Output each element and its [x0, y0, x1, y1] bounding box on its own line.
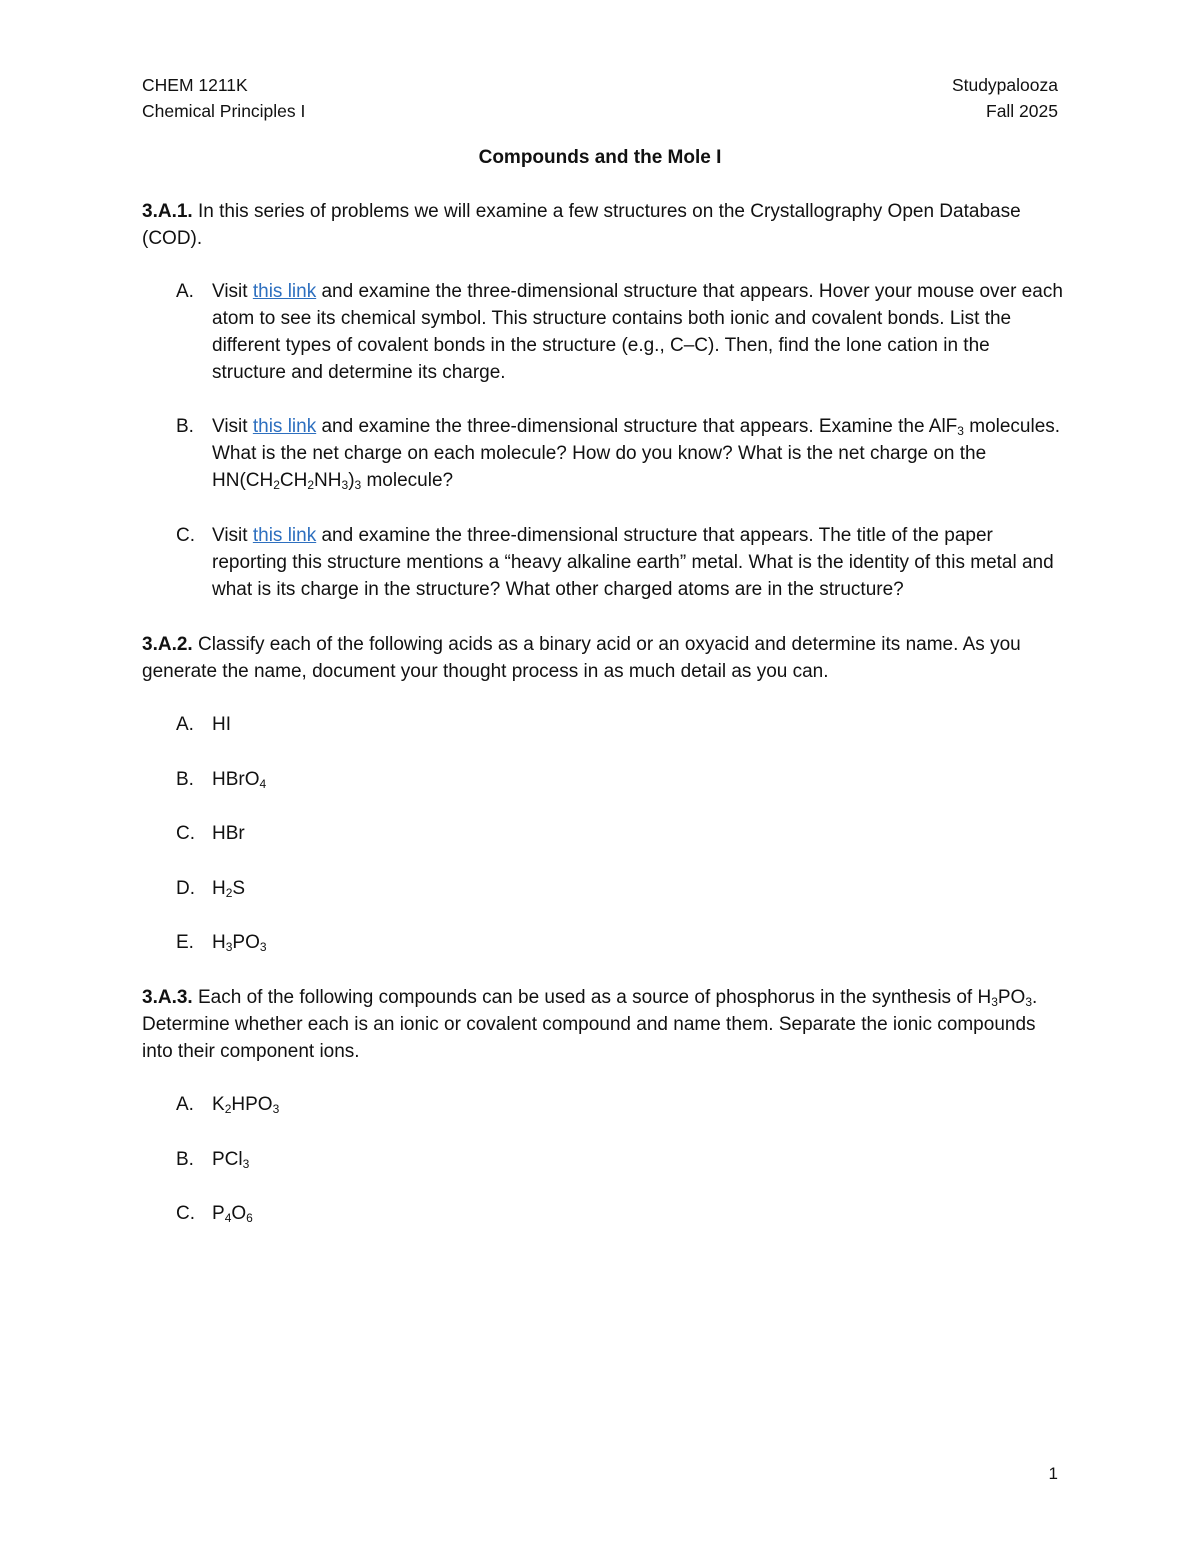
course-name: Chemical Principles I	[142, 101, 306, 121]
subscript: 2	[307, 478, 315, 492]
formula	[212, 820, 1066, 847]
item-text	[212, 522, 1066, 603]
formula-part: NH	[314, 470, 342, 491]
subscript: 3	[225, 940, 233, 954]
question-number: 3.A.1.	[142, 201, 193, 222]
formula-part: HPO	[231, 1094, 273, 1115]
item-label: A.	[176, 1094, 194, 1115]
acid-item-b	[176, 766, 1066, 793]
formula-part: K	[212, 1094, 225, 1115]
item-label: B.	[176, 416, 194, 437]
formula	[212, 875, 1066, 902]
item-text-post: and examine the three-dimensional structure that appears. Hover your mouse over each atom to see its chemical symbol. This structure contains both ionic and covalent bonds. List the different types of covalent bonds in the structure (e.g., C–C). Then, find the lone cation in the structure and determine its charge.	[212, 281, 1063, 383]
subscript: 3	[242, 1157, 250, 1171]
formula-part: )	[348, 470, 355, 491]
question-3a1-part-b	[176, 413, 1066, 494]
formula	[212, 711, 1066, 738]
question-3a2	[142, 631, 1062, 685]
formula-part: PO	[232, 932, 260, 953]
item-label: B.	[176, 769, 194, 790]
question-text: In this series of problems we will examine a few structures on the Crystallography Open Database (COD).	[142, 201, 1021, 249]
acid-item-d	[176, 875, 1066, 902]
formula-part: H	[212, 878, 226, 899]
formula-part: S	[232, 878, 246, 899]
item-text	[212, 278, 1066, 386]
event-name: Studypalooza	[951, 75, 1058, 95]
formula-part: HBrO	[212, 769, 260, 790]
item-text-pre: Visit	[212, 416, 253, 437]
acid-item-e	[176, 929, 1066, 956]
item-text-post: and examine the three-dimensional structure that appears. The title of the paper reporting this structure mentions a “heavy alkaline earth” metal. What is the identity of this metal and what is its charge in the structure? What other charged atoms are in the structure?	[212, 525, 1054, 600]
acid-item-c	[176, 820, 1066, 847]
subscript: 6	[246, 1211, 253, 1225]
item-label: A.	[176, 714, 194, 735]
subscript: 2	[273, 478, 280, 492]
page-number: 1	[1048, 1464, 1058, 1483]
subscript: 3	[272, 1102, 280, 1116]
item-label: C.	[176, 823, 195, 844]
course-code: CHEM 1211K	[142, 75, 248, 95]
item-label: D.	[176, 878, 195, 899]
item-label: E.	[176, 932, 194, 953]
formula	[212, 1091, 1066, 1118]
question-number: 3.A.3.	[142, 987, 193, 1008]
formula-part: PO	[997, 987, 1026, 1008]
question-3a1-part-c	[176, 522, 1066, 603]
subscript: 3	[1025, 995, 1033, 1009]
item-text-pre: Visit	[212, 525, 253, 546]
page-title: Compounds and the Mole I	[478, 147, 722, 168]
item-label: C.	[176, 1203, 195, 1224]
formula-part: CH	[279, 470, 308, 491]
structure-link-a[interactable]: this link	[252, 281, 317, 302]
item-text-pre: Visit	[212, 281, 253, 302]
question-number: 3.A.2.	[142, 634, 193, 655]
formula-part: H	[212, 932, 226, 953]
question-3a1-part-a	[176, 278, 1066, 386]
formula-part: PCl	[212, 1149, 243, 1170]
subscript: 3	[354, 478, 362, 492]
structure-link-b[interactable]: this link	[252, 416, 317, 437]
subscript: 2	[224, 1102, 232, 1116]
item-text	[212, 413, 1066, 494]
formula-part: P	[212, 1203, 225, 1224]
item-text-post: molecule?	[361, 470, 454, 491]
item-text-post: molecules. What is the net charge on each molecule? How do you know? What is the net charge on the HN(CH	[212, 416, 1061, 491]
header-right	[952, 72, 1058, 124]
formula	[212, 1200, 1066, 1227]
term: Fall 2025	[986, 101, 1058, 121]
formula	[212, 1146, 1066, 1173]
structure-link-c[interactable]: this link	[252, 525, 317, 546]
question-3a3	[142, 984, 1062, 1065]
compound-item-a	[176, 1091, 1066, 1118]
formula-part: O	[231, 1203, 247, 1224]
formula-part: HI	[212, 714, 231, 735]
item-label: B.	[176, 1149, 194, 1170]
item-text-post: and examine the three-dimensional structure that appears. Examine the AlF	[316, 416, 958, 437]
subscript: 4	[224, 1211, 232, 1225]
question-3a1	[142, 198, 1062, 252]
subscript: 3	[991, 995, 998, 1009]
subscript: 2	[225, 886, 233, 900]
subscript: 3	[341, 478, 349, 492]
acid-item-a	[176, 711, 1066, 738]
question-text: Each of the following compounds can be used as a source of phosphorus in the synthesis of H	[192, 987, 992, 1008]
compound-item-c	[176, 1200, 1066, 1227]
subscript: 4	[259, 777, 267, 791]
question-text: . Determine whether each is an ionic or covalent compound and name them. Separate the ionic compounds into their component ions.	[142, 987, 1038, 1062]
item-label: C.	[176, 525, 195, 546]
question-text: Classify each of the following acids as a binary acid or an oxyacid and determine its name. As you generate the name, document your thought process in as much detail as you can.	[142, 634, 1021, 682]
compound-item-b	[176, 1146, 1066, 1173]
formula	[212, 929, 1066, 956]
item-label: A.	[176, 281, 194, 302]
formula-part: HBr	[212, 823, 245, 844]
subscript: 3	[259, 940, 267, 954]
header-left	[142, 72, 305, 124]
formula	[212, 766, 1066, 793]
subscript: 3	[957, 424, 964, 438]
